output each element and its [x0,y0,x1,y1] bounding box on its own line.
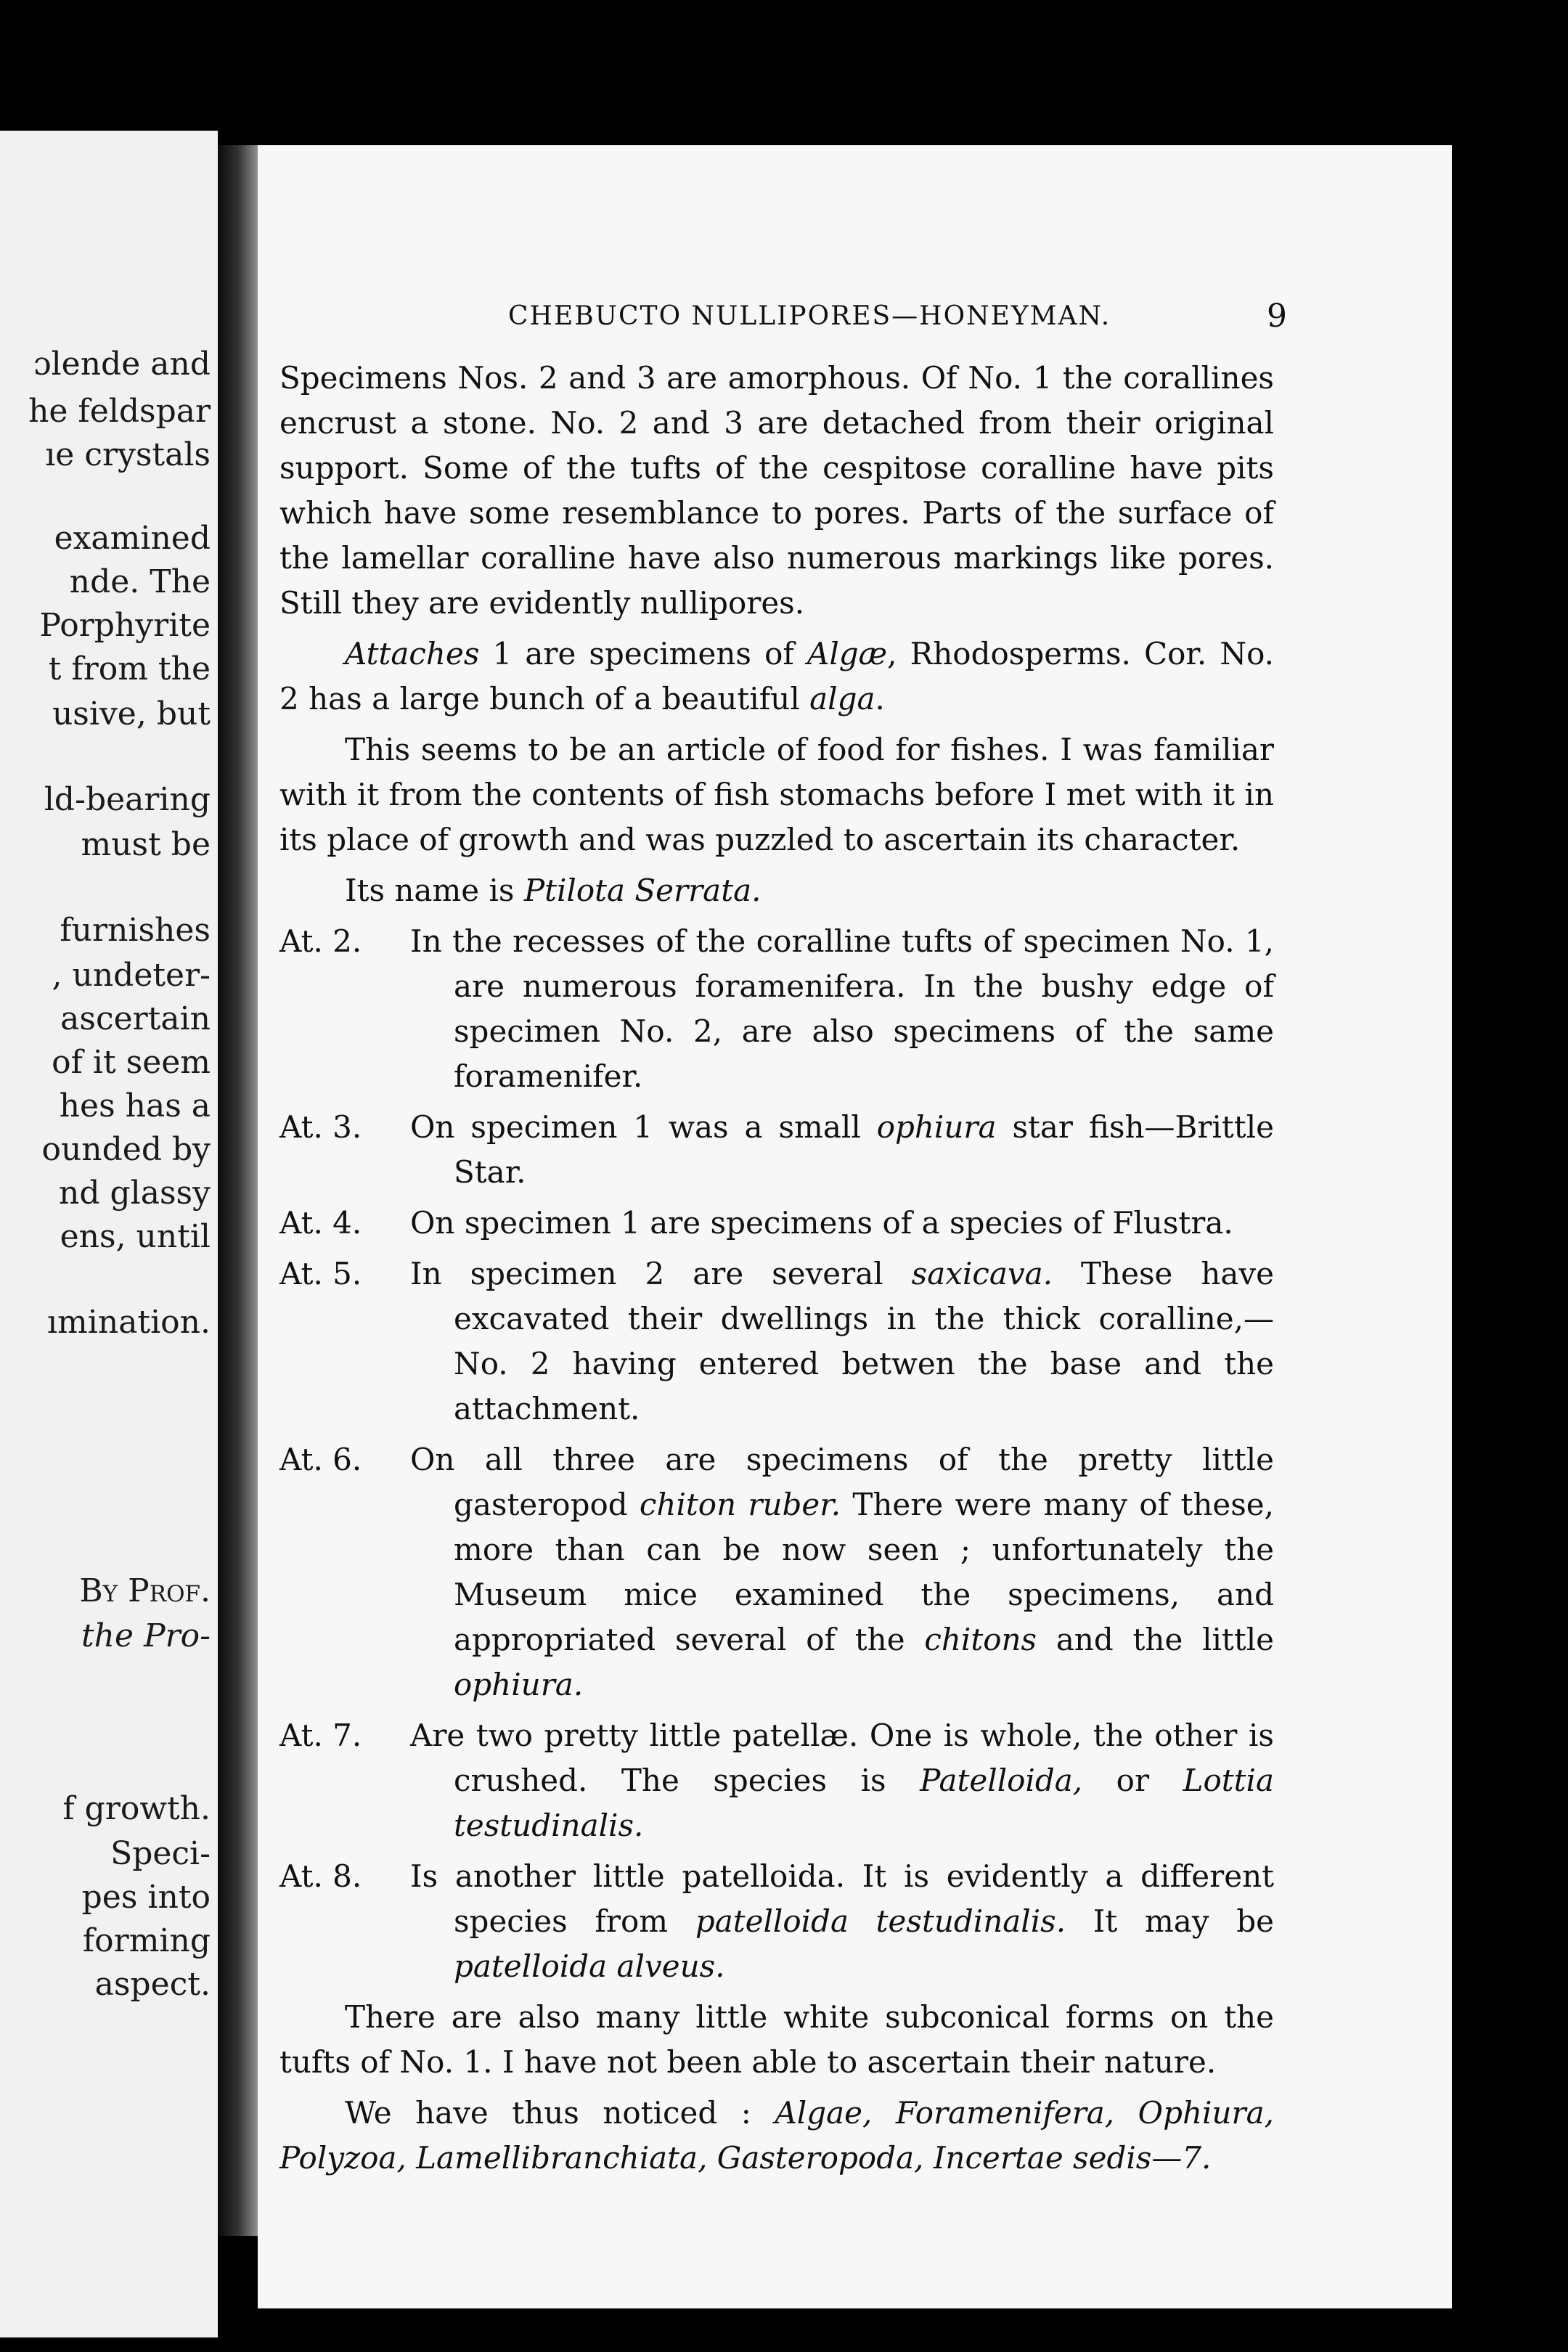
paragraph [279,868,1274,913]
italic-term: chitons [924,1622,1037,1657]
left-page-line: Speci- [110,1835,211,1872]
page-number: 9 [1267,298,1287,335]
italic-term: Lottia testudinalis. [454,1763,1274,1843]
paragraph [279,2091,1274,2181]
left-page-line: Porphyrite [39,607,211,644]
left-page-line: By Prof. [79,1572,211,1609]
entry-label: At. 5. [279,1256,362,1291]
attachment-entry [279,1201,1274,1246]
body-text [279,356,1274,2186]
attachment-entry [279,1854,1274,1989]
left-page-line: nde. The [69,563,211,600]
attachment-entry [279,1437,1274,1707]
entry-label: At. 8. [279,1858,362,1894]
paragraph: Specimens Nos. 2 and 3 are amorphous. Of No. 1 the corallines encrust a stone. No. 2 and 3 are detached from their original support. Some of the tufts of the cespitose coralline have pits which have some resemblance to pores. Parts of the surface of the lamellar coralline have also numerous markings like pores. Still they are evidently nullipores. [279,360,1274,621]
entry-text [410,1854,1274,1989]
attachment-entry [279,919,1274,1099]
text-run: There were many of these, more than can be now seen ; unfortunately the Museum mice examined the specimens, and appropriated several of the [454,1487,1274,1657]
text-run: These have excavated their dwellings in the thick coralline,—No. 2 having entered betwen the base and the attachment. [454,1256,1274,1426]
text-run: On all three are specimens of the pretty little gasteropod [410,1442,1274,1522]
entry-text [410,1437,1274,1707]
entry-label: At. 3. [279,1109,362,1145]
paragraph: This seems to be an article of food for fishes. I was familiar with it from the contents of fish stomachs before I met with it in its place of growth and was puzzled to ascertain its character. [279,732,1274,857]
left-page-line: furnishes [60,912,211,949]
left-page-line: ɔlende and [33,346,211,383]
entry-text [410,1105,1274,1195]
italic-term: chiton ruber. [639,1487,841,1522]
left-page-line: aspect. [94,1966,211,2003]
text-run: , Rhodosperms. Cor. No. 2 has a large bunch of a beautiful [279,636,1274,716]
italic-term: patelloida testudinalis. [695,1903,1066,1939]
text-run: In the recesses of the coralline tufts of specimen No. 1, are numerous foramenifera. In the bushy edge of specimen No. 2, are also specimens of the same foramenifer. [410,923,1274,1094]
text-run: . [875,681,885,716]
left-page-line: examined [54,520,211,557]
italic-term: ophiura [876,1109,997,1145]
left-page-line: ascertain [60,1000,211,1037]
text-run: On specimen 1 are specimens of a species of Flustra. [410,1205,1233,1241]
entry-label: At. 4. [279,1205,362,1241]
entry-label: At. 6. [279,1442,362,1477]
left-page-line: usive, but [52,695,211,732]
entry-label: At. 7. [279,1718,362,1753]
left-page-line: of it seem [52,1044,211,1081]
main-page [258,145,1452,2308]
text-run: or [1082,1763,1183,1798]
left-page-line: ld-bearing [44,781,211,818]
text-run: In specimen 2 are several [410,1256,912,1291]
italic-term: patelloida alveus. [454,1948,725,1984]
italic-term: Ptilota Serrata. [523,873,761,908]
text-run: Is another little patelloida. It is evidently a different species from [410,1858,1274,1939]
left-page-line: the Pro- [81,1617,211,1654]
italic-term: Attaches [345,636,480,671]
entry-text [410,919,1274,1099]
running-head: CHEBUCTO NULLIPORES—HONEYMAN. [508,301,1111,331]
left-page-line: ounded by [41,1131,211,1168]
text-run: and the little [1037,1622,1274,1657]
left-page-line: nd glassy [59,1175,211,1212]
text-run: We have thus noticed : [345,2095,775,2131]
attachment-entry [279,1251,1274,1432]
left-page-line: t from the [48,650,211,687]
text-run: Are two pretty little patellæ. One is whole, the other is crushed. The species is [410,1718,1274,1798]
left-page-line: hes has a [59,1087,211,1124]
text-run: 1 are specimens of [479,636,808,671]
left-page-line: , undeter- [52,957,211,994]
text-run: star fish—Brittle Star. [454,1109,1274,1190]
left-page-line: ımination. [46,1304,211,1341]
left-page-line: f growth. [62,1790,211,1827]
text-run: It may be [1066,1903,1274,1939]
text-run: On specimen 1 was a small [410,1109,877,1145]
entry-text [410,1713,1274,1848]
italic-term: saxicava. [911,1256,1053,1291]
italic-term: Algae, Foramenifera, Ophiura, Polyzoa, Lamellibranchiata, Gasteropoda, Incertae sedis—7. [279,2095,1274,2176]
left-page-line: ens, until [60,1218,211,1255]
text-run: Its name is [345,873,524,908]
left-facing-page [0,131,218,2337]
left-page-line: forming [82,1922,211,1959]
left-page-line: ıe crystals [45,436,211,473]
italic-term: alga [809,681,875,716]
entry-label: At. 2. [279,923,362,959]
paragraph [279,632,1274,722]
left-page-line: pes into [81,1879,211,1916]
left-page-line: he feldspar [28,393,211,430]
italic-term: Patelloida, [920,1763,1083,1798]
attachment-entry [279,1105,1274,1195]
entry-text [410,1201,1274,1246]
italic-term: Algæ [807,636,888,671]
attachment-entry [279,1713,1274,1848]
paragraph: There are also many little white subconical forms on the tufts of No. 1. I have not been able to ascertain their nature. [279,1999,1274,2080]
entry-text [410,1251,1274,1432]
italic-term: ophiura. [454,1667,584,1702]
left-page-line: must be [81,826,211,863]
